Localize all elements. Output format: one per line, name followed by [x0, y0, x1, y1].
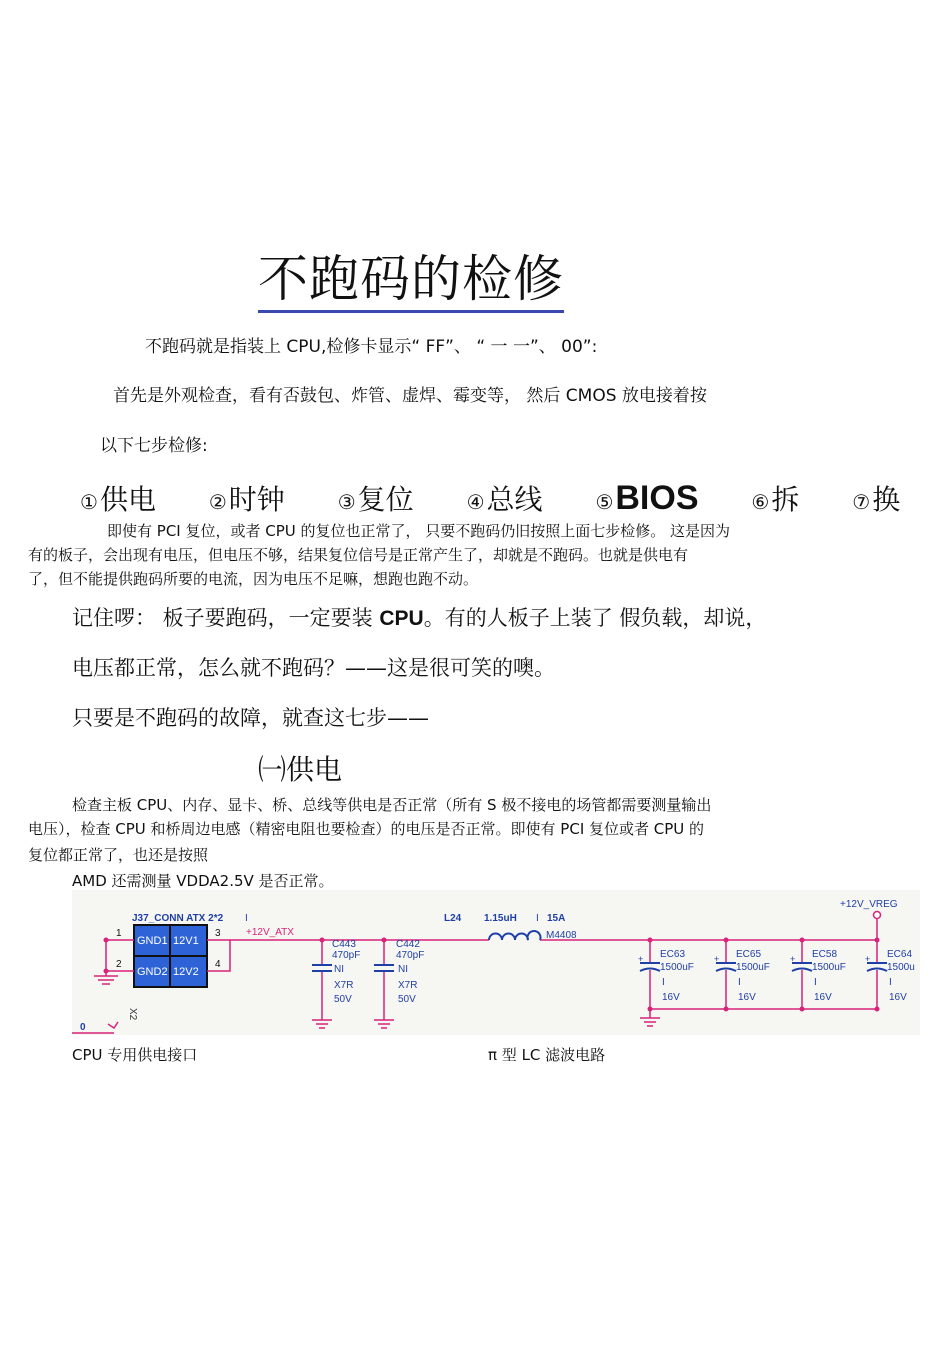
step-4: ④总线	[466, 483, 543, 516]
remember-line-2: 电压都正常，怎么就不跑码？——这是很可笑的噢。	[72, 656, 555, 680]
svg-text:NI: NI	[334, 964, 344, 975]
svg-text:X7R: X7R	[334, 980, 354, 991]
svg-text:50V: 50V	[334, 994, 352, 1005]
svg-text:1500u: 1500u	[887, 962, 915, 973]
para1-line-2: 有的板子，会出现有电压，但电压不够，结果复位信号是正常产生了，却就是不跑码。也就是供电有	[28, 546, 689, 564]
svg-text:+: +	[790, 954, 796, 964]
caption-cpu-power: CPU 专用供电接口	[72, 1046, 198, 1064]
step-3: ③复位	[337, 483, 414, 516]
svg-text:I: I	[738, 977, 741, 988]
remember-line-1: 记住啰： 板子要跑码，一定要装 CPU。有的人板子上装了 假负载，却说，	[72, 606, 767, 630]
svg-text:1500uF: 1500uF	[812, 962, 846, 973]
step-7: ⑦换	[852, 483, 901, 516]
connector-label: J37_CONN ATX 2*2	[132, 913, 224, 924]
net-label-atx: +12V_ATX	[246, 927, 294, 938]
svg-text:EC65: EC65	[736, 949, 762, 960]
step-5: ⑤BIOS	[595, 479, 699, 517]
svg-text:16V: 16V	[738, 992, 756, 1003]
svg-text:12V1: 12V1	[173, 935, 199, 947]
svg-text:+: +	[865, 954, 871, 964]
intro-line-2: 首先是外观检查，看有否鼓包、炸管、虚焊、霉变等， 然后 CMOS 放电接着按	[113, 386, 707, 406]
intro-line-3: 以下七步检修:	[100, 436, 208, 456]
svg-text:EC58: EC58	[812, 949, 838, 960]
step-2: ②时钟	[208, 483, 285, 516]
section1-line-4: AMD 还需测量 VDDA2.5V 是否正常。	[72, 872, 334, 890]
inductor-ref: L24	[444, 913, 462, 924]
svg-text:+: +	[714, 954, 720, 964]
svg-text:I: I	[245, 913, 248, 924]
svg-text:EC63: EC63	[660, 949, 686, 960]
svg-text:50V: 50V	[398, 994, 416, 1005]
svg-text:4: 4	[215, 959, 221, 970]
svg-text:+: +	[638, 954, 644, 964]
svg-text:16V: 16V	[889, 992, 907, 1003]
svg-text:X7R: X7R	[398, 980, 418, 991]
svg-text:470pF: 470pF	[396, 950, 425, 961]
caption-lc-filter: π 型 LC 滤波电路	[488, 1046, 606, 1064]
step-1: ①供电	[80, 483, 156, 516]
section1-line-2: 电压），检查 CPU 和桥周边电感（精密电阻也要检查）的电压是否正常。即使有 PCI 复位或者 CPU 的	[28, 820, 705, 838]
intro-line-1: 不跑码就是指装上 CPU,检修卡显示“ FF”、 “ 一 一”、 00”:	[145, 337, 598, 357]
svg-text:EC64: EC64	[887, 949, 913, 960]
step-6: ⑥拆	[751, 483, 800, 516]
svg-text:12V2: 12V2	[173, 966, 199, 978]
svg-text:GND2: GND2	[137, 966, 168, 978]
svg-text:I: I	[536, 913, 539, 924]
svg-text:I: I	[814, 977, 817, 988]
svg-text:470pF: 470pF	[332, 950, 361, 961]
vreg-terminal	[874, 912, 881, 919]
svg-text:1500uF: 1500uF	[736, 962, 770, 973]
svg-text:2: 2	[116, 959, 122, 970]
svg-text:16V: 16V	[662, 992, 680, 1003]
svg-text:0: 0	[80, 1022, 86, 1033]
net-label-vreg: +12V_VREG	[840, 899, 898, 910]
inductor-part: M4408	[546, 930, 577, 941]
inductor-value: 1.15uH	[484, 913, 517, 924]
section1-line-1: 检查主板 CPU、内存、显卡、桥、总线等供电是否正常（所有 S 极不接电的场管都需要测量输出	[72, 796, 712, 814]
remember-line-3: 只要是不跑码的故障，就查这七步——	[72, 706, 429, 730]
power-schematic	[72, 890, 920, 1035]
svg-text:16V: 16V	[814, 992, 832, 1003]
svg-text:1500uF: 1500uF	[660, 962, 694, 973]
section-heading-power: ㈠供电	[258, 753, 343, 786]
svg-text:NI: NI	[398, 964, 408, 975]
svg-text:1: 1	[116, 928, 122, 939]
connector-side-label: X2	[127, 1008, 138, 1021]
section1-line-3: 复位都正常了，也还是按照	[28, 846, 209, 864]
svg-text:C442: C442	[396, 939, 420, 950]
svg-text:3: 3	[215, 928, 221, 939]
para1-line-1: 即使有 PCI 复位，或者 CPU 的复位也正常了， 只要不跑码仍旧按照上面七步检修。 这是因为	[107, 522, 731, 540]
svg-text:I: I	[889, 977, 892, 988]
svg-text:GND1: GND1	[137, 935, 168, 947]
seven-steps	[80, 478, 944, 518]
page-title: 不跑码的检修	[258, 250, 564, 313]
svg-text:I: I	[662, 977, 665, 988]
para1-line-3: 了，但不能提供跑码所要的电流，因为电压不足嘛，想跑也跑不动。	[28, 570, 479, 588]
svg-text:C443: C443	[332, 939, 356, 950]
inductor-current: 15A	[547, 913, 566, 924]
